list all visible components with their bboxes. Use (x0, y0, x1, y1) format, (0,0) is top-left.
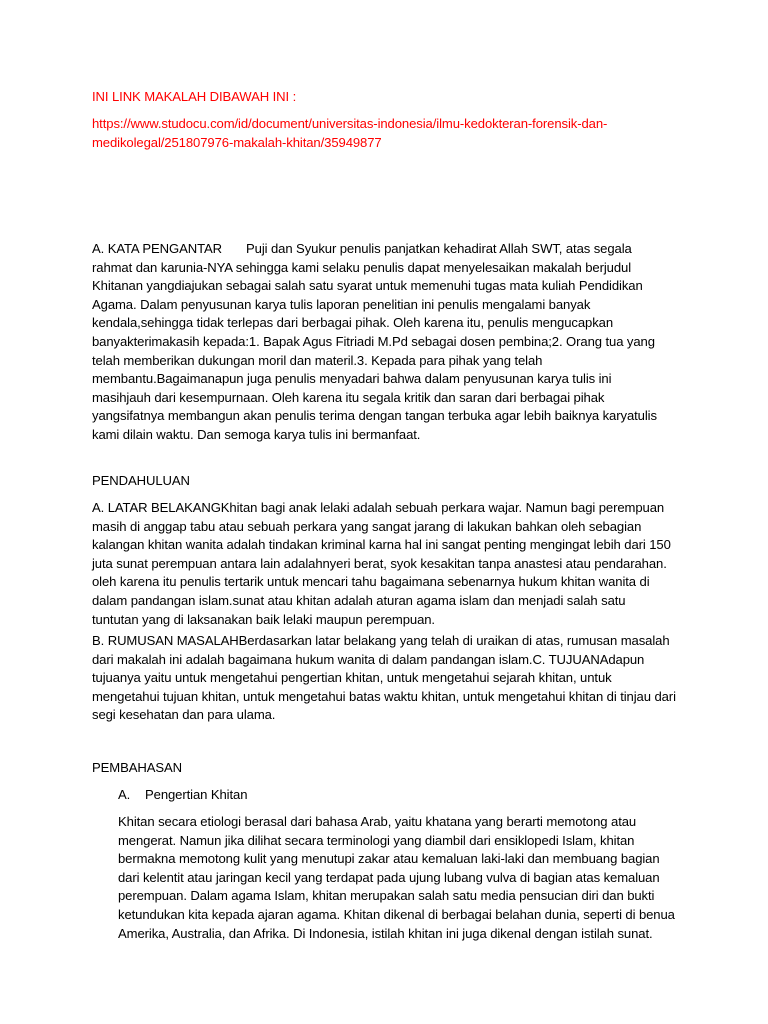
kata-pengantar-paragraph (92, 240, 672, 445)
pendahuluan-heading: PENDAHULUAN (92, 473, 190, 488)
rumusan-masalah-paragraph: B. RUMUSAN MASALAHBerdasarkan latar belakang yang telah di uraikan di atas, rumusan masalah dari makalah ini adalah bagaimana hukum wanita di dalam pandangan islam.C. TUJUANAdapun tujuanya yaitu untuk mengetahui pengertian khitan, untuk mengetahui sejarah khitan, untuk mengetahui tujuan khitan, untuk mengetahui batas waktu khitan, untuk mengetahui khitan di tinjau dari segi kesehatan dan para ulama. (92, 633, 676, 723)
pengertian-khitan-paragraph: Khitan secara etiologi berasal dari bahasa Arab, yaitu khatana yang berarti memotong atau mengerat. Namun jika dilihat secara terminologi yang diambil dari ensiklopedi Islam, khitan bermakna memotong kulit yang menutupi zakar atau kemaluan laki-laki dan membuang bagian dari kelentit atau jaringan kecil yang terdapat pada ujung lubang vulva di bagian atas kemaluan perempuan. Dalam agama Islam, khitan merupakan salah satu media pensucian diri dan bukti ketundukan kita kepada ajaran agama. Khitan dikenal di berbagai belahan dunia, seperti di benua Amerika, Australia, dan Afrika. Di Indonesia, istilah khitan ini juga dikenal dengan istilah sunat. (118, 814, 675, 941)
kata-pengantar-label: A. KATA PENGANTAR (92, 241, 222, 256)
document-link[interactable]: https://www.studocu.com/id/document/universitas-indonesia/ilmu-kedokteran-forensik-dan-medikolegal/251807976-makalah-khitan/35949877 (92, 116, 608, 150)
subheading-title: Pengertian Khitan (145, 787, 248, 802)
pembahasan-heading: PEMBAHASAN (92, 760, 182, 775)
pengertian-khitan-subheading (118, 786, 518, 805)
subheading-number: A. (118, 787, 131, 802)
link-heading: INI LINK MAKALAH DIBAWAH INI : (92, 89, 297, 104)
latar-belakang-paragraph: A. LATAR BELAKANGKhitan bagi anak lelaki adalah sebuah perkara wajar. Namun bagi perempuan masih di anggap tabu atau sebuah perkara yang sangat jarang di lakukan bahkan oleh sebagian kalangan khitan wanita adalah tindakan kriminal karna hal ini sangat penting mengingat lebih dari 150 juta sunat perempuan antara lain adalahnyeri berat, syok kesakitan tanpa anastesi atau pendarahan. oleh karena itu penulis tertarik untuk mencari tahu bagaimana sebenarnya hukum khitan wanita di dalam pandangan islam.sunat atau khitan adalah aturan agama islam dan menjadi salah satu tuntutan yang di laksanakan baik lelaki maupun perempuan. (92, 500, 671, 627)
kata-pengantar-text: Puji dan Syukur penulis panjatkan kehadirat Allah SWT, atas segala rahmat dan karunia-NYA sehingga kami selaku penulis dapat menyelesaikan makalah berjudul Khitanan yangdiajukan sebagai salah satu syarat untuk memenuhi tugas mata kuliah Pendidikan Agama. Dalam penyusunan karya tulis laporan penelitian ini penulis mengalami banyak kendala,sehingga tidak terlepas dari berbagai pihak. Oleh karena itu, penulis mengucapkan banyakterimakasih kepada:1. Bapak Agus Fitriadi M.Pd sebagai dosen pembina;2. Orang tua yang telah memberikan dukungan moril dan materil.3. Kepada para pihak yang telah membantu.Bagaimanapun juga penulis menyadari bahwa dalam penyusunan karya tulis ini masihjauh dari kesempurnaan. Oleh karena itu segala kritik dan saran dari berbagai pihak yangsifatnya membangun akan penulis terima dengan tangan terbuka agar lebih baiknya karyatulis kami dilain waktu. Dan semoga karya tulis ini bermanfaat. (92, 241, 657, 442)
